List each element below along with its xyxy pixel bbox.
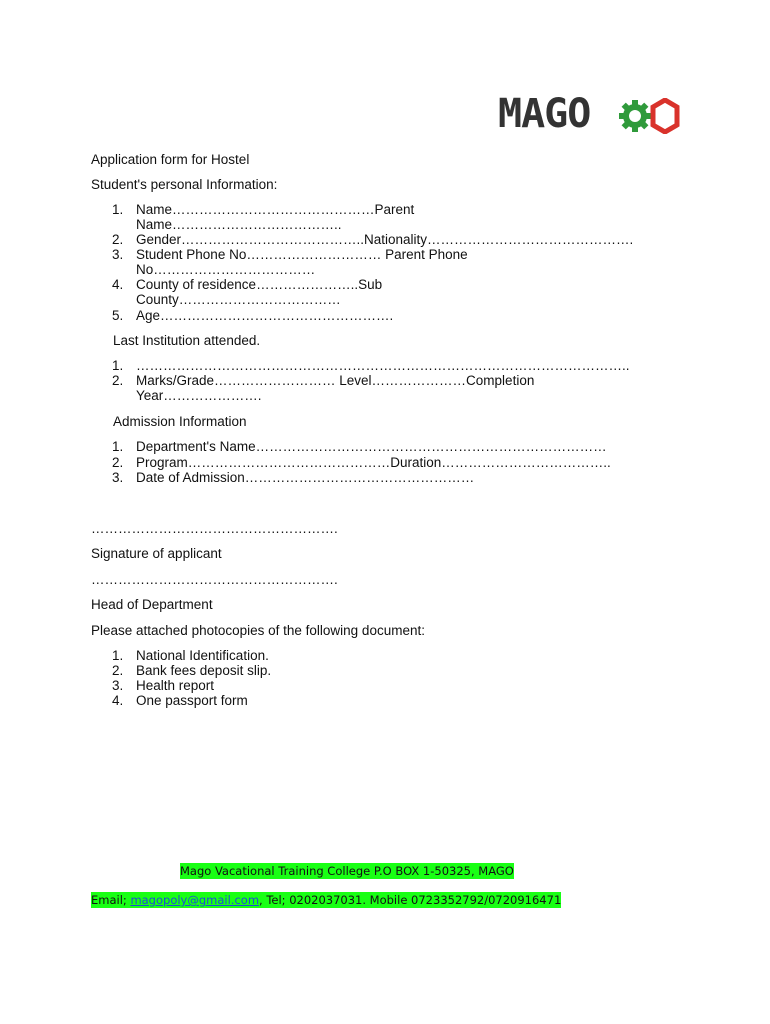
admission-title: Admission Information [113, 414, 247, 429]
list-number: 2. [112, 232, 124, 247]
document-item: National Identification. [136, 648, 269, 663]
completion-year-line: Year…………………. [136, 388, 262, 403]
age-line: Age……………………………………………. [136, 308, 394, 323]
name-field-line: Name………………………………………Parent [136, 202, 415, 217]
list-number: 4. [112, 277, 124, 292]
footer-address: Mago Vacational Training College P.O BOX 1-50325, MAGO [180, 864, 514, 878]
email-link[interactable]: magopoly@gmail.com [130, 893, 260, 907]
list-number: 1. [112, 358, 124, 373]
hod-signature-label: Head of Department [91, 597, 213, 612]
hexagon-icon [650, 98, 680, 134]
marks-level-line: Marks/Grade……………………… Level…………………Completion [136, 373, 535, 388]
program-duration-line: Program………………………………………Duration……………………………….. [136, 455, 611, 470]
gear-icon [618, 99, 652, 133]
personal-info-title: Student's personal Information: [91, 177, 278, 192]
admission-date-line: Date of Admission…………………………………………… [136, 470, 475, 485]
county-line: County of residence…………………..Sub [136, 277, 383, 292]
email-label: Email; [91, 893, 131, 907]
documents-title: Please attached photocopies of the following document: [91, 623, 425, 638]
list-number: 1. [112, 648, 124, 663]
list-number: 3. [112, 470, 124, 485]
list-number: 4. [112, 693, 124, 708]
phone-line: Student Phone No………………………… Parent Phone [136, 247, 468, 262]
footer-contacts [91, 892, 561, 908]
document-item: Bank fees deposit slip. [136, 663, 272, 678]
parent-phone-line: No……………………………… [136, 262, 316, 277]
list-number: 2. [112, 373, 124, 388]
hod-signature-line: ………………………………………………. [91, 572, 338, 587]
gender-nationality-line: Gender…………………………………..Nationality………………………………………. [136, 232, 634, 247]
applicant-signature-label: Signature of applicant [91, 546, 222, 561]
document-item: Health report [136, 678, 215, 693]
list-number: 1. [112, 439, 124, 454]
list-number: 1. [112, 202, 124, 217]
list-number: 5. [112, 308, 124, 323]
parent-name-field-line: Name……………………………….. [136, 217, 342, 232]
list-number: 2. [112, 455, 124, 470]
institution-title: Last Institution attended. [113, 333, 261, 348]
document-item: One passport form [136, 693, 248, 708]
logo-text: MAGO [498, 91, 591, 137]
list-number: 2. [112, 663, 124, 678]
sub-county-line: County……………………………… [136, 292, 341, 307]
institution-name-line: ……………………………………………………………………………………………….. [136, 358, 630, 373]
applicant-signature-line: ………………………………………………. [91, 521, 338, 536]
list-number: 3. [112, 678, 124, 693]
phone-info: , Tel; 0202037031. Mobile 0723352792/0720916471 [259, 893, 562, 907]
department-line: Department's Name…………………………………………………………………… [136, 439, 607, 454]
list-number: 3. [112, 247, 124, 262]
form-title: Application form for Hostel [91, 152, 250, 167]
